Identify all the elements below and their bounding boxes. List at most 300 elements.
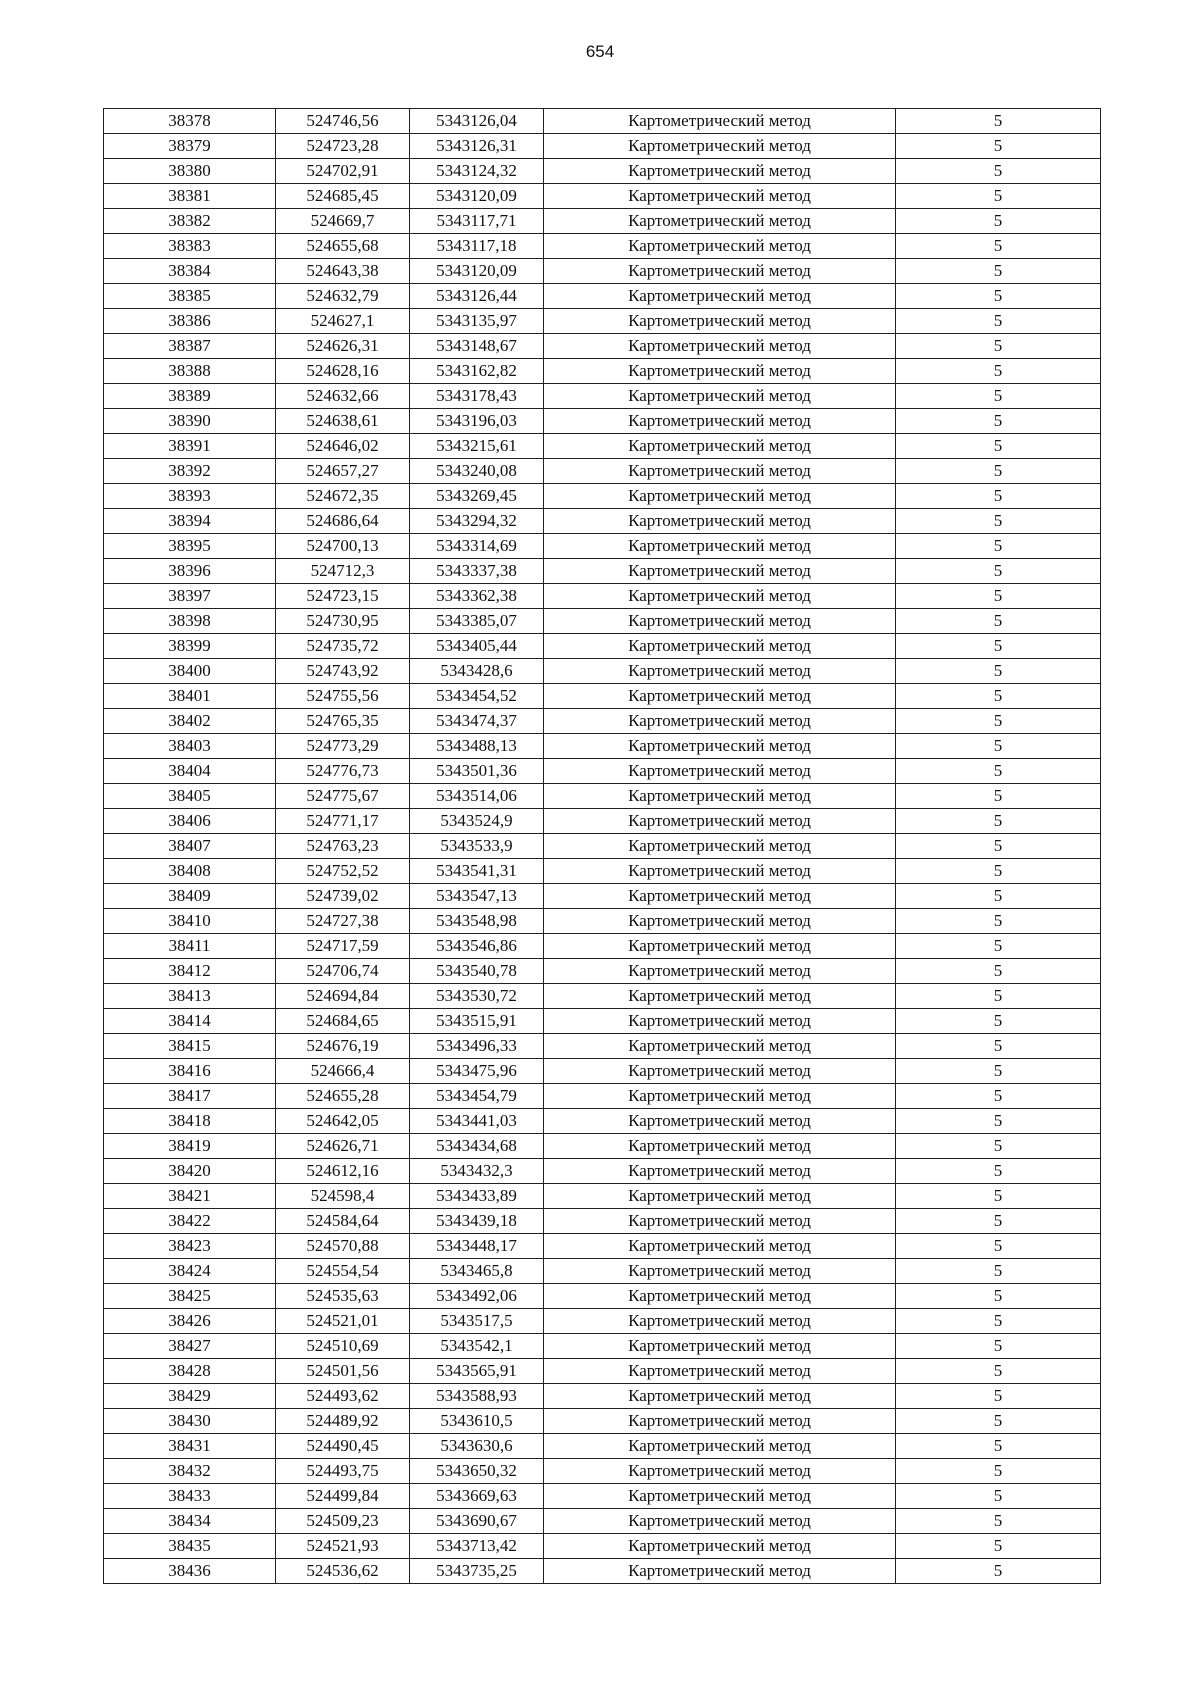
x-coordinate-cell: 524584,64 [276,1209,410,1234]
y-coordinate-cell: 5343432,3 [410,1159,544,1184]
method-cell: Картометрический метод [544,834,896,859]
table-row [104,1534,1101,1559]
method-cell: Картометрический метод [544,484,896,509]
accuracy-cell: 5 [896,759,1101,784]
point-number-cell: 38404 [104,759,276,784]
table-row [104,1434,1101,1459]
point-number-cell: 38427 [104,1334,276,1359]
x-coordinate-cell: 524666,4 [276,1059,410,1084]
point-number-cell: 38387 [104,334,276,359]
table-row [104,584,1101,609]
point-number-cell: 38436 [104,1559,276,1584]
x-coordinate-cell: 524535,63 [276,1284,410,1309]
accuracy-cell: 5 [896,409,1101,434]
x-coordinate-cell: 524521,01 [276,1309,410,1334]
method-cell: Картометрический метод [544,1459,896,1484]
x-coordinate-cell: 524730,95 [276,609,410,634]
table-row [104,659,1101,684]
accuracy-cell: 5 [896,184,1101,209]
method-cell: Картометрический метод [544,759,896,784]
point-number-cell: 38392 [104,459,276,484]
accuracy-cell: 5 [896,359,1101,384]
x-coordinate-cell: 524570,88 [276,1234,410,1259]
x-coordinate-cell: 524669,7 [276,209,410,234]
x-coordinate-cell: 524628,16 [276,359,410,384]
accuracy-cell: 5 [896,659,1101,684]
accuracy-cell: 5 [896,834,1101,859]
point-number-cell: 38381 [104,184,276,209]
method-cell: Картометрический метод [544,859,896,884]
y-coordinate-cell: 5343269,45 [410,484,544,509]
table-row [104,634,1101,659]
accuracy-cell: 5 [896,1459,1101,1484]
y-coordinate-cell: 5343474,37 [410,709,544,734]
table-row [104,309,1101,334]
x-coordinate-cell: 524743,92 [276,659,410,684]
point-number-cell: 38379 [104,134,276,159]
x-coordinate-cell: 524755,56 [276,684,410,709]
x-coordinate-cell: 524735,72 [276,634,410,659]
method-cell: Картометрический метод [544,934,896,959]
y-coordinate-cell: 5343565,91 [410,1359,544,1384]
point-number-cell: 38415 [104,1034,276,1059]
method-cell: Картометрический метод [544,1509,896,1534]
method-cell: Картометрический метод [544,409,896,434]
method-cell: Картометрический метод [544,734,896,759]
accuracy-cell: 5 [896,684,1101,709]
point-number-cell: 38408 [104,859,276,884]
point-number-cell: 38380 [104,159,276,184]
y-coordinate-cell: 5343441,03 [410,1109,544,1134]
y-coordinate-cell: 5343362,38 [410,584,544,609]
accuracy-cell: 5 [896,909,1101,934]
table-row [104,1084,1101,1109]
y-coordinate-cell: 5343541,31 [410,859,544,884]
method-cell: Картометрический метод [544,909,896,934]
table-row [104,559,1101,584]
y-coordinate-cell: 5343126,04 [410,109,544,134]
x-coordinate-cell: 524771,17 [276,809,410,834]
accuracy-cell: 5 [896,1359,1101,1384]
y-coordinate-cell: 5343465,8 [410,1259,544,1284]
point-number-cell: 38403 [104,734,276,759]
accuracy-cell: 5 [896,159,1101,184]
point-number-cell: 38413 [104,984,276,1009]
x-coordinate-cell: 524598,4 [276,1184,410,1209]
method-cell: Картометрический метод [544,1134,896,1159]
method-cell: Картометрический метод [544,234,896,259]
method-cell: Картометрический метод [544,1109,896,1134]
accuracy-cell: 5 [896,1409,1101,1434]
accuracy-cell: 5 [896,384,1101,409]
point-number-cell: 38407 [104,834,276,859]
method-cell: Картометрический метод [544,1259,896,1284]
accuracy-cell: 5 [896,1434,1101,1459]
x-coordinate-cell: 524773,29 [276,734,410,759]
table-row [104,1459,1101,1484]
y-coordinate-cell: 5343454,52 [410,684,544,709]
accuracy-cell: 5 [896,1184,1101,1209]
method-cell: Картометрический метод [544,1359,896,1384]
point-number-cell: 38419 [104,1134,276,1159]
point-number-cell: 38388 [104,359,276,384]
point-number-cell: 38396 [104,559,276,584]
method-cell: Картометрический метод [544,1009,896,1034]
method-cell: Картометрический метод [544,659,896,684]
y-coordinate-cell: 5343610,5 [410,1409,544,1434]
accuracy-cell: 5 [896,884,1101,909]
accuracy-cell: 5 [896,984,1101,1009]
y-coordinate-cell: 5343120,09 [410,259,544,284]
method-cell: Картометрический метод [544,1284,896,1309]
coordinates-table [103,108,1101,1584]
coordinates-table-body [104,109,1101,1584]
x-coordinate-cell: 524765,35 [276,709,410,734]
method-cell: Картометрический метод [544,1334,896,1359]
table-row [104,809,1101,834]
table-row [104,1184,1101,1209]
method-cell: Картометрический метод [544,1084,896,1109]
point-number-cell: 38423 [104,1234,276,1259]
x-coordinate-cell: 524638,61 [276,409,410,434]
y-coordinate-cell: 5343713,42 [410,1534,544,1559]
table-row [104,209,1101,234]
y-coordinate-cell: 5343196,03 [410,409,544,434]
y-coordinate-cell: 5343385,07 [410,609,544,634]
point-number-cell: 38406 [104,809,276,834]
point-number-cell: 38385 [104,284,276,309]
point-number-cell: 38383 [104,234,276,259]
table-row [104,1209,1101,1234]
method-cell: Картометрический метод [544,434,896,459]
point-number-cell: 38420 [104,1159,276,1184]
accuracy-cell: 5 [896,459,1101,484]
y-coordinate-cell: 5343588,93 [410,1384,544,1409]
y-coordinate-cell: 5343117,71 [410,209,544,234]
x-coordinate-cell: 524632,79 [276,284,410,309]
y-coordinate-cell: 5343434,68 [410,1134,544,1159]
table-row [104,859,1101,884]
point-number-cell: 38430 [104,1409,276,1434]
accuracy-cell: 5 [896,1259,1101,1284]
y-coordinate-cell: 5343454,79 [410,1084,544,1109]
accuracy-cell: 5 [896,434,1101,459]
x-coordinate-cell: 524702,91 [276,159,410,184]
point-number-cell: 38394 [104,509,276,534]
y-coordinate-cell: 5343162,82 [410,359,544,384]
point-number-cell: 38429 [104,1384,276,1409]
accuracy-cell: 5 [896,1159,1101,1184]
method-cell: Картометрический метод [544,1434,896,1459]
method-cell: Картометрический метод [544,1184,896,1209]
table-row [104,109,1101,134]
accuracy-cell: 5 [896,734,1101,759]
accuracy-cell: 5 [896,634,1101,659]
accuracy-cell: 5 [896,609,1101,634]
accuracy-cell: 5 [896,1084,1101,1109]
accuracy-cell: 5 [896,959,1101,984]
accuracy-cell: 5 [896,559,1101,584]
y-coordinate-cell: 5343515,91 [410,1009,544,1034]
table-row [104,909,1101,934]
table-row [104,834,1101,859]
method-cell: Картометрический метод [544,209,896,234]
y-coordinate-cell: 5343488,13 [410,734,544,759]
method-cell: Картометрический метод [544,334,896,359]
table-row [104,534,1101,559]
accuracy-cell: 5 [896,1484,1101,1509]
x-coordinate-cell: 524655,28 [276,1084,410,1109]
accuracy-cell: 5 [896,509,1101,534]
point-number-cell: 38428 [104,1359,276,1384]
method-cell: Картометрический метод [544,534,896,559]
x-coordinate-cell: 524509,23 [276,1509,410,1534]
point-number-cell: 38386 [104,309,276,334]
method-cell: Картометрический метод [544,884,896,909]
point-number-cell: 38393 [104,484,276,509]
x-coordinate-cell: 524626,71 [276,1134,410,1159]
method-cell: Картометрический метод [544,984,896,1009]
table-row [104,409,1101,434]
y-coordinate-cell: 5343501,36 [410,759,544,784]
point-number-cell: 38424 [104,1259,276,1284]
accuracy-cell: 5 [896,284,1101,309]
method-cell: Картометрический метод [544,109,896,134]
table-row [104,484,1101,509]
method-cell: Картометрический метод [544,1484,896,1509]
accuracy-cell: 5 [896,934,1101,959]
method-cell: Картометрический метод [544,134,896,159]
x-coordinate-cell: 524643,38 [276,259,410,284]
x-coordinate-cell: 524501,56 [276,1359,410,1384]
x-coordinate-cell: 524712,3 [276,559,410,584]
y-coordinate-cell: 5343492,06 [410,1284,544,1309]
y-coordinate-cell: 5343735,25 [410,1559,544,1584]
method-cell: Картометрический метод [544,1534,896,1559]
x-coordinate-cell: 524626,31 [276,334,410,359]
method-cell: Картометрический метод [544,784,896,809]
method-cell: Картометрический метод [544,1309,896,1334]
x-coordinate-cell: 524684,65 [276,1009,410,1034]
y-coordinate-cell: 5343650,32 [410,1459,544,1484]
method-cell: Картометрический метод [544,184,896,209]
method-cell: Картометрический метод [544,634,896,659]
table-row [104,334,1101,359]
point-number-cell: 38432 [104,1459,276,1484]
table-row [104,1034,1101,1059]
y-coordinate-cell: 5343547,13 [410,884,544,909]
y-coordinate-cell: 5343405,44 [410,634,544,659]
table-row [104,1359,1101,1384]
table-row [104,984,1101,1009]
accuracy-cell: 5 [896,1309,1101,1334]
method-cell: Картометрический метод [544,1384,896,1409]
y-coordinate-cell: 5343124,32 [410,159,544,184]
point-number-cell: 38426 [104,1309,276,1334]
x-coordinate-cell: 524655,68 [276,234,410,259]
method-cell: Картометрический метод [544,684,896,709]
x-coordinate-cell: 524612,16 [276,1159,410,1184]
point-number-cell: 38390 [104,409,276,434]
x-coordinate-cell: 524752,52 [276,859,410,884]
x-coordinate-cell: 524646,02 [276,434,410,459]
table-row [104,284,1101,309]
accuracy-cell: 5 [896,334,1101,359]
y-coordinate-cell: 5343496,33 [410,1034,544,1059]
y-coordinate-cell: 5343294,32 [410,509,544,534]
accuracy-cell: 5 [896,1559,1101,1584]
method-cell: Картометрический метод [544,359,896,384]
table-row [104,1159,1101,1184]
y-coordinate-cell: 5343135,97 [410,309,544,334]
table-row [104,134,1101,159]
accuracy-cell: 5 [896,1209,1101,1234]
y-coordinate-cell: 5343669,63 [410,1484,544,1509]
method-cell: Картометрический метод [544,259,896,284]
x-coordinate-cell: 524746,56 [276,109,410,134]
method-cell: Картометрический метод [544,384,896,409]
y-coordinate-cell: 5343540,78 [410,959,544,984]
accuracy-cell: 5 [896,1034,1101,1059]
point-number-cell: 38425 [104,1284,276,1309]
point-number-cell: 38384 [104,259,276,284]
method-cell: Картометрический метод [544,559,896,584]
point-number-cell: 38434 [104,1509,276,1534]
method-cell: Картометрический метод [544,1234,896,1259]
point-number-cell: 38421 [104,1184,276,1209]
point-number-cell: 38431 [104,1434,276,1459]
x-coordinate-cell: 524627,1 [276,309,410,334]
x-coordinate-cell: 524723,15 [276,584,410,609]
x-coordinate-cell: 524493,62 [276,1384,410,1409]
point-number-cell: 38397 [104,584,276,609]
y-coordinate-cell: 5343530,72 [410,984,544,1009]
y-coordinate-cell: 5343630,6 [410,1434,544,1459]
y-coordinate-cell: 5343517,5 [410,1309,544,1334]
method-cell: Картометрический метод [544,1409,896,1434]
point-number-cell: 38402 [104,709,276,734]
accuracy-cell: 5 [896,259,1101,284]
y-coordinate-cell: 5343337,38 [410,559,544,584]
accuracy-cell: 5 [896,134,1101,159]
x-coordinate-cell: 524657,27 [276,459,410,484]
table-row [104,1059,1101,1084]
x-coordinate-cell: 524499,84 [276,1484,410,1509]
point-number-cell: 38417 [104,1084,276,1109]
table-row [104,384,1101,409]
x-coordinate-cell: 524694,84 [276,984,410,1009]
table-row [104,1309,1101,1334]
table-row [104,1484,1101,1509]
table-row [104,159,1101,184]
page-number: 654 [585,42,615,61]
table-row [104,459,1101,484]
accuracy-cell: 5 [896,1284,1101,1309]
point-number-cell: 38395 [104,534,276,559]
y-coordinate-cell: 5343126,44 [410,284,544,309]
method-cell: Картометрический метод [544,159,896,184]
y-coordinate-cell: 5343524,9 [410,809,544,834]
accuracy-cell: 5 [896,209,1101,234]
method-cell: Картометрический метод [544,959,896,984]
accuracy-cell: 5 [896,1134,1101,1159]
accuracy-cell: 5 [896,1534,1101,1559]
method-cell: Картометрический метод [544,1034,896,1059]
y-coordinate-cell: 5343690,67 [410,1509,544,1534]
y-coordinate-cell: 5343117,18 [410,234,544,259]
x-coordinate-cell: 524763,23 [276,834,410,859]
point-number-cell: 38411 [104,934,276,959]
accuracy-cell: 5 [896,584,1101,609]
x-coordinate-cell: 524536,62 [276,1559,410,1584]
y-coordinate-cell: 5343433,89 [410,1184,544,1209]
table-row [104,234,1101,259]
accuracy-cell: 5 [896,1009,1101,1034]
method-cell: Картометрический метод [544,459,896,484]
x-coordinate-cell: 524700,13 [276,534,410,559]
accuracy-cell: 5 [896,709,1101,734]
x-coordinate-cell: 524727,38 [276,909,410,934]
point-number-cell: 38405 [104,784,276,809]
accuracy-cell: 5 [896,784,1101,809]
method-cell: Картометрический метод [544,809,896,834]
table-row [104,434,1101,459]
method-cell: Картометрический метод [544,609,896,634]
accuracy-cell: 5 [896,1509,1101,1534]
table-row [104,1009,1101,1034]
table-row [104,884,1101,909]
point-number-cell: 38382 [104,209,276,234]
method-cell: Картометрический метод [544,709,896,734]
point-number-cell: 38416 [104,1059,276,1084]
y-coordinate-cell: 5343475,96 [410,1059,544,1084]
accuracy-cell: 5 [896,534,1101,559]
x-coordinate-cell: 524493,75 [276,1459,410,1484]
table-row [104,1134,1101,1159]
table-row [104,734,1101,759]
table-row [104,509,1101,534]
y-coordinate-cell: 5343514,06 [410,784,544,809]
y-coordinate-cell: 5343148,67 [410,334,544,359]
y-coordinate-cell: 5343314,69 [410,534,544,559]
point-number-cell: 38400 [104,659,276,684]
x-coordinate-cell: 524706,74 [276,959,410,984]
point-number-cell: 38414 [104,1009,276,1034]
accuracy-cell: 5 [896,234,1101,259]
y-coordinate-cell: 5343120,09 [410,184,544,209]
point-number-cell: 38418 [104,1109,276,1134]
y-coordinate-cell: 5343548,98 [410,909,544,934]
accuracy-cell: 5 [896,1234,1101,1259]
table-row [104,1509,1101,1534]
accuracy-cell: 5 [896,484,1101,509]
method-cell: Картометрический метод [544,1559,896,1584]
point-number-cell: 38433 [104,1484,276,1509]
accuracy-cell: 5 [896,109,1101,134]
y-coordinate-cell: 5343428,6 [410,659,544,684]
table-row [104,959,1101,984]
x-coordinate-cell: 524717,59 [276,934,410,959]
x-coordinate-cell: 524554,54 [276,1259,410,1284]
point-number-cell: 38410 [104,909,276,934]
accuracy-cell: 5 [896,1109,1101,1134]
point-number-cell: 38401 [104,684,276,709]
table-row [104,1259,1101,1284]
y-coordinate-cell: 5343546,86 [410,934,544,959]
table-row [104,759,1101,784]
x-coordinate-cell: 524510,69 [276,1334,410,1359]
x-coordinate-cell: 524632,66 [276,384,410,409]
